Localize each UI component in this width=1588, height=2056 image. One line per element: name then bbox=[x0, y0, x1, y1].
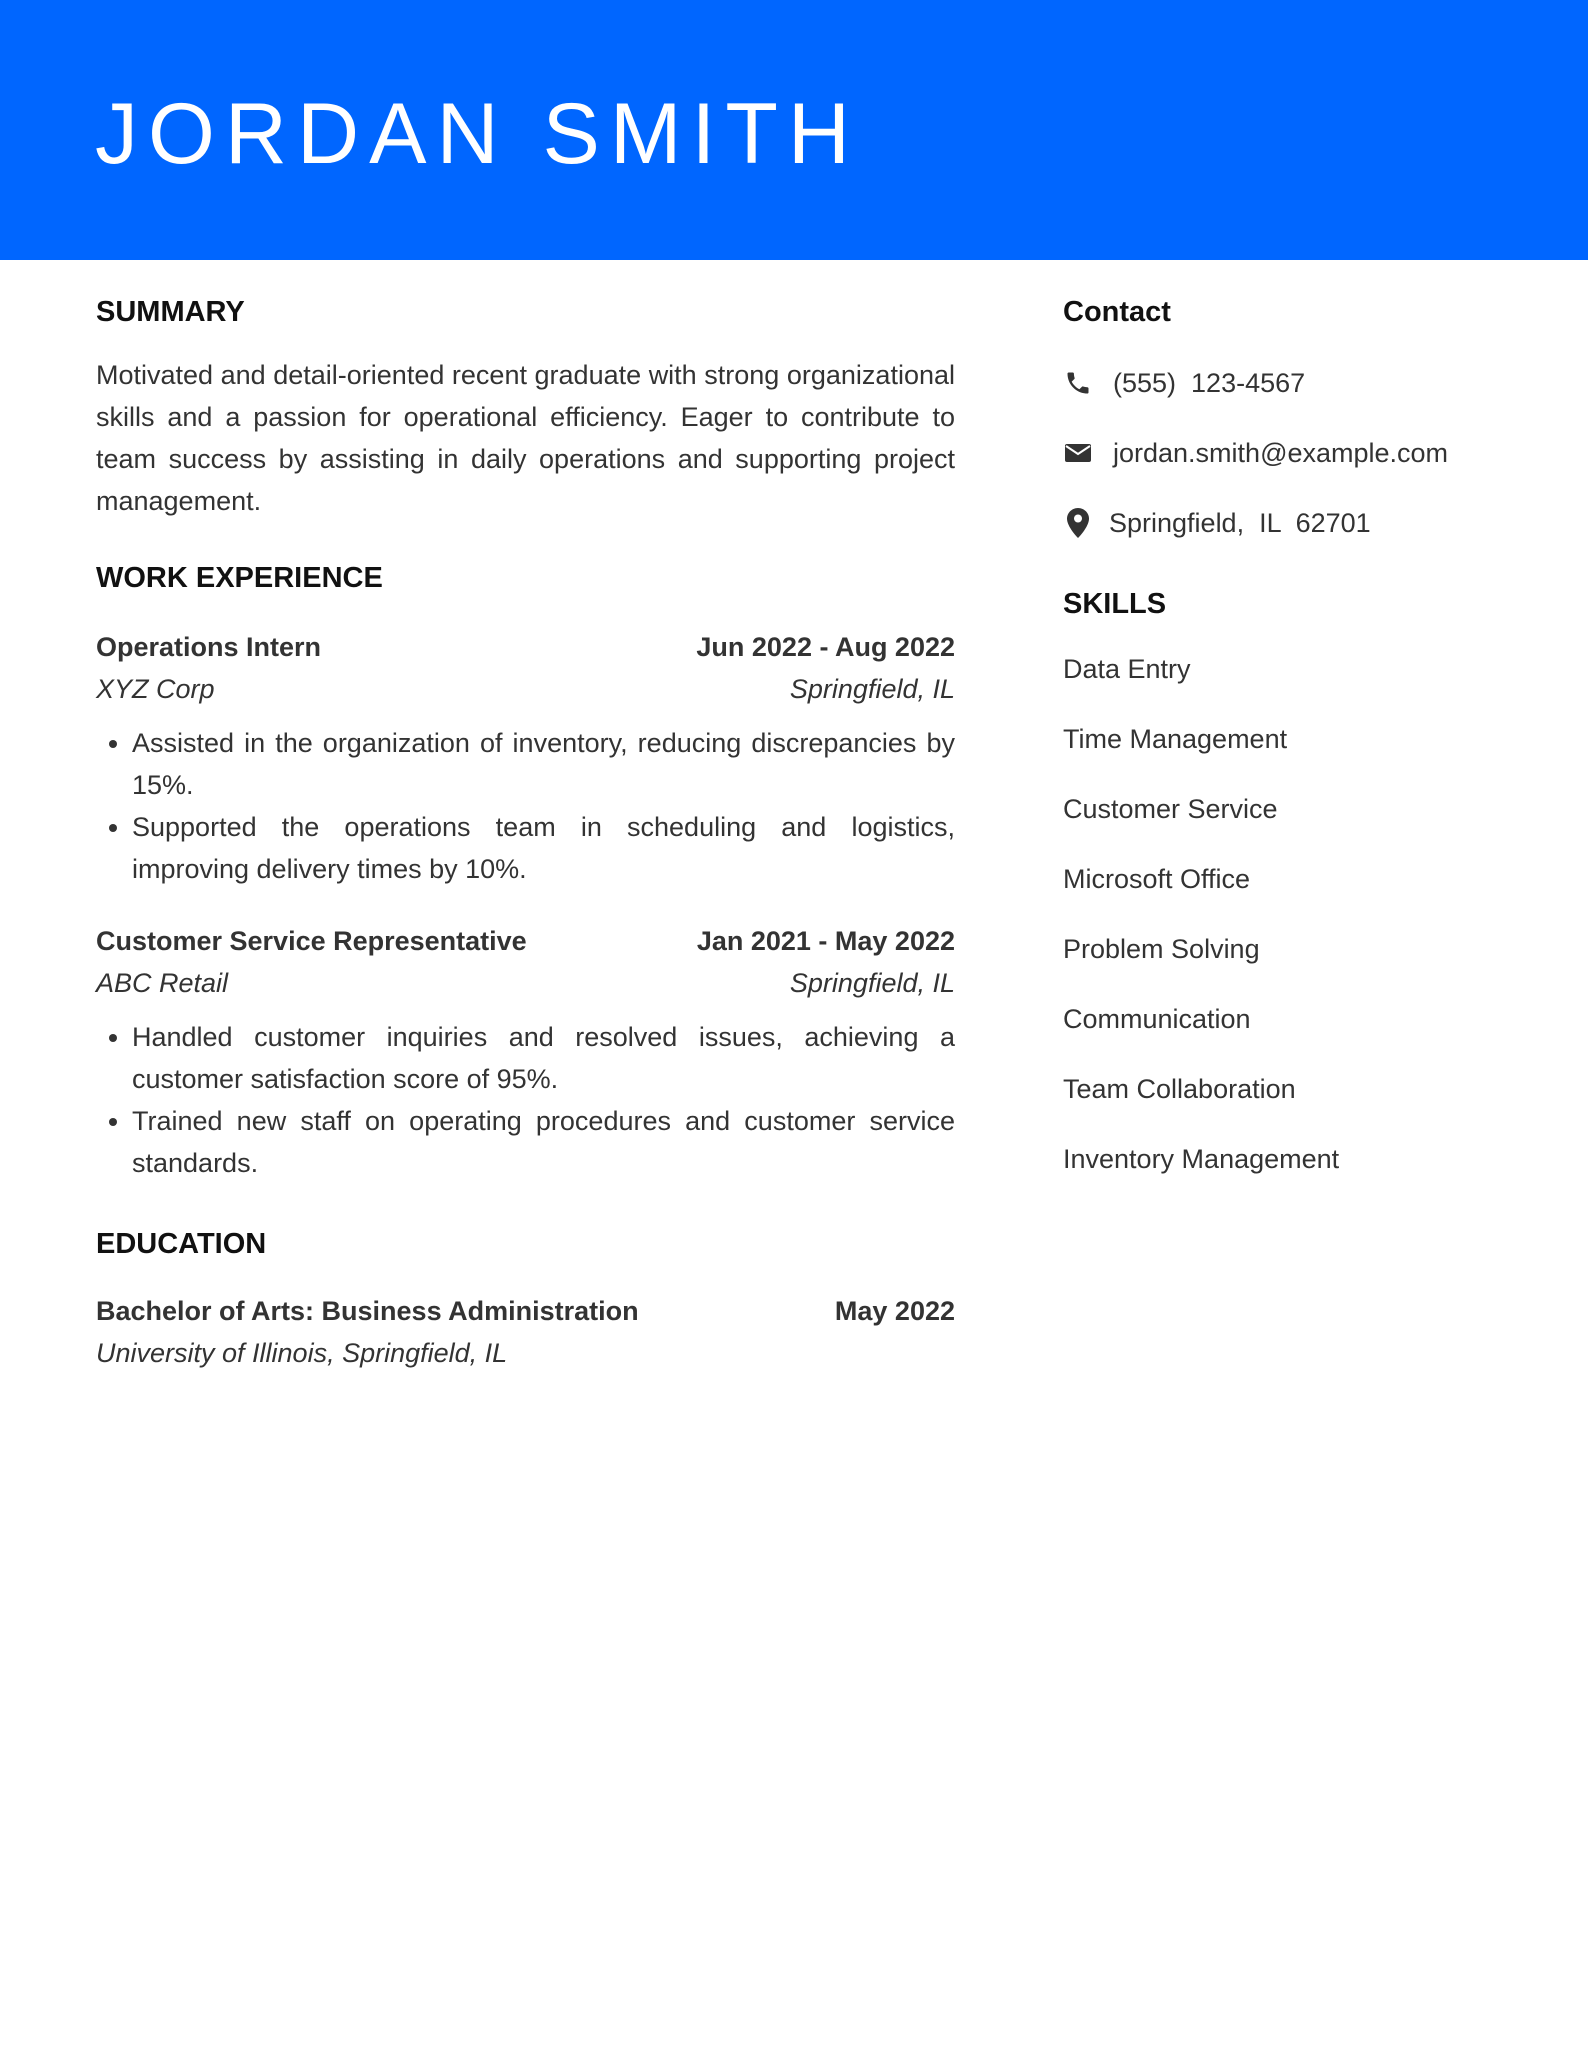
skills-list bbox=[1063, 648, 1523, 1180]
map-marker-icon bbox=[1063, 508, 1093, 538]
degree: Bachelor of Arts: Business Administration bbox=[96, 1296, 639, 1326]
job-dates: Jan 2021 - May 2022 bbox=[696, 926, 955, 956]
contact-heading: Contact bbox=[1063, 296, 1171, 328]
skill-item: Communication bbox=[1063, 1004, 1251, 1034]
education-heading: EDUCATION bbox=[96, 1228, 267, 1260]
skill-item: Data Entry bbox=[1063, 654, 1191, 684]
job-bullets bbox=[96, 722, 955, 890]
work-experience-heading: WORK EXPERIENCE bbox=[96, 562, 383, 594]
skill-item: Problem Solving bbox=[1063, 934, 1260, 964]
summary-heading: SUMMARY bbox=[96, 296, 245, 328]
contact-location bbox=[1063, 502, 1523, 544]
envelope-icon bbox=[1063, 438, 1093, 468]
skill-item: Customer Service bbox=[1063, 794, 1278, 824]
job-role: Operations Intern bbox=[96, 632, 322, 662]
job-bullets bbox=[96, 1016, 955, 1184]
skills-heading: SKILLS bbox=[1063, 588, 1167, 620]
job-bullet: • Supported the operations team in scheduling and logistics, improving delivery times by 10%. bbox=[132, 806, 955, 890]
main-column bbox=[96, 290, 955, 1374]
contact-list bbox=[1063, 362, 1523, 544]
education-entry bbox=[96, 1290, 955, 1374]
graduation-date: May 2022 bbox=[834, 1296, 955, 1326]
sidebar-column bbox=[1063, 290, 1523, 1208]
job-role: Customer Service Representative bbox=[96, 926, 527, 956]
job-entry bbox=[96, 920, 955, 1184]
job-location: Springfield, IL bbox=[789, 674, 955, 704]
skill-item: Inventory Management bbox=[1063, 1144, 1340, 1174]
contact-phone bbox=[1063, 362, 1523, 404]
header-banner bbox=[0, 0, 1588, 260]
contact-email bbox=[1063, 432, 1523, 474]
skill-item: Time Management bbox=[1063, 724, 1288, 754]
job-bullet: • Trained new staff on operating procedures and customer service standards. bbox=[132, 1100, 955, 1184]
summary-text: Motivated and detail-oriented recent graduate with strong organizational skills and a passion for operational efficiency. Eager to contribute to team success by assisting in daily operations and supporting project management. bbox=[96, 360, 955, 516]
contact-location-text: Springfield, IL 62701 bbox=[1109, 508, 1371, 538]
phone-icon bbox=[1063, 368, 1093, 398]
skill-item: Team Collaboration bbox=[1063, 1074, 1296, 1104]
skill-item: Microsoft Office bbox=[1063, 864, 1251, 894]
contact-email-text[interactable]: jordan.smith@example.com bbox=[1113, 438, 1449, 468]
job-bullet: • Handled customer inquiries and resolved issues, achieving a customer satisfaction score of 95%. bbox=[132, 1016, 955, 1100]
job-dates: Jun 2022 - Aug 2022 bbox=[696, 632, 955, 662]
job-bullet: • Assisted in the organization of inventory, reducing discrepancies by 15%. bbox=[132, 722, 955, 806]
job-location: Springfield, IL bbox=[789, 968, 955, 998]
school: University of Illinois, Springfield, IL bbox=[96, 1338, 508, 1368]
job-company: XYZ Corp bbox=[96, 674, 215, 704]
job-entry bbox=[96, 626, 955, 890]
candidate-name: JORDAN SMITH bbox=[95, 86, 860, 182]
job-company: ABC Retail bbox=[96, 968, 229, 998]
contact-phone-text: (555) 123-4567 bbox=[1113, 368, 1306, 398]
